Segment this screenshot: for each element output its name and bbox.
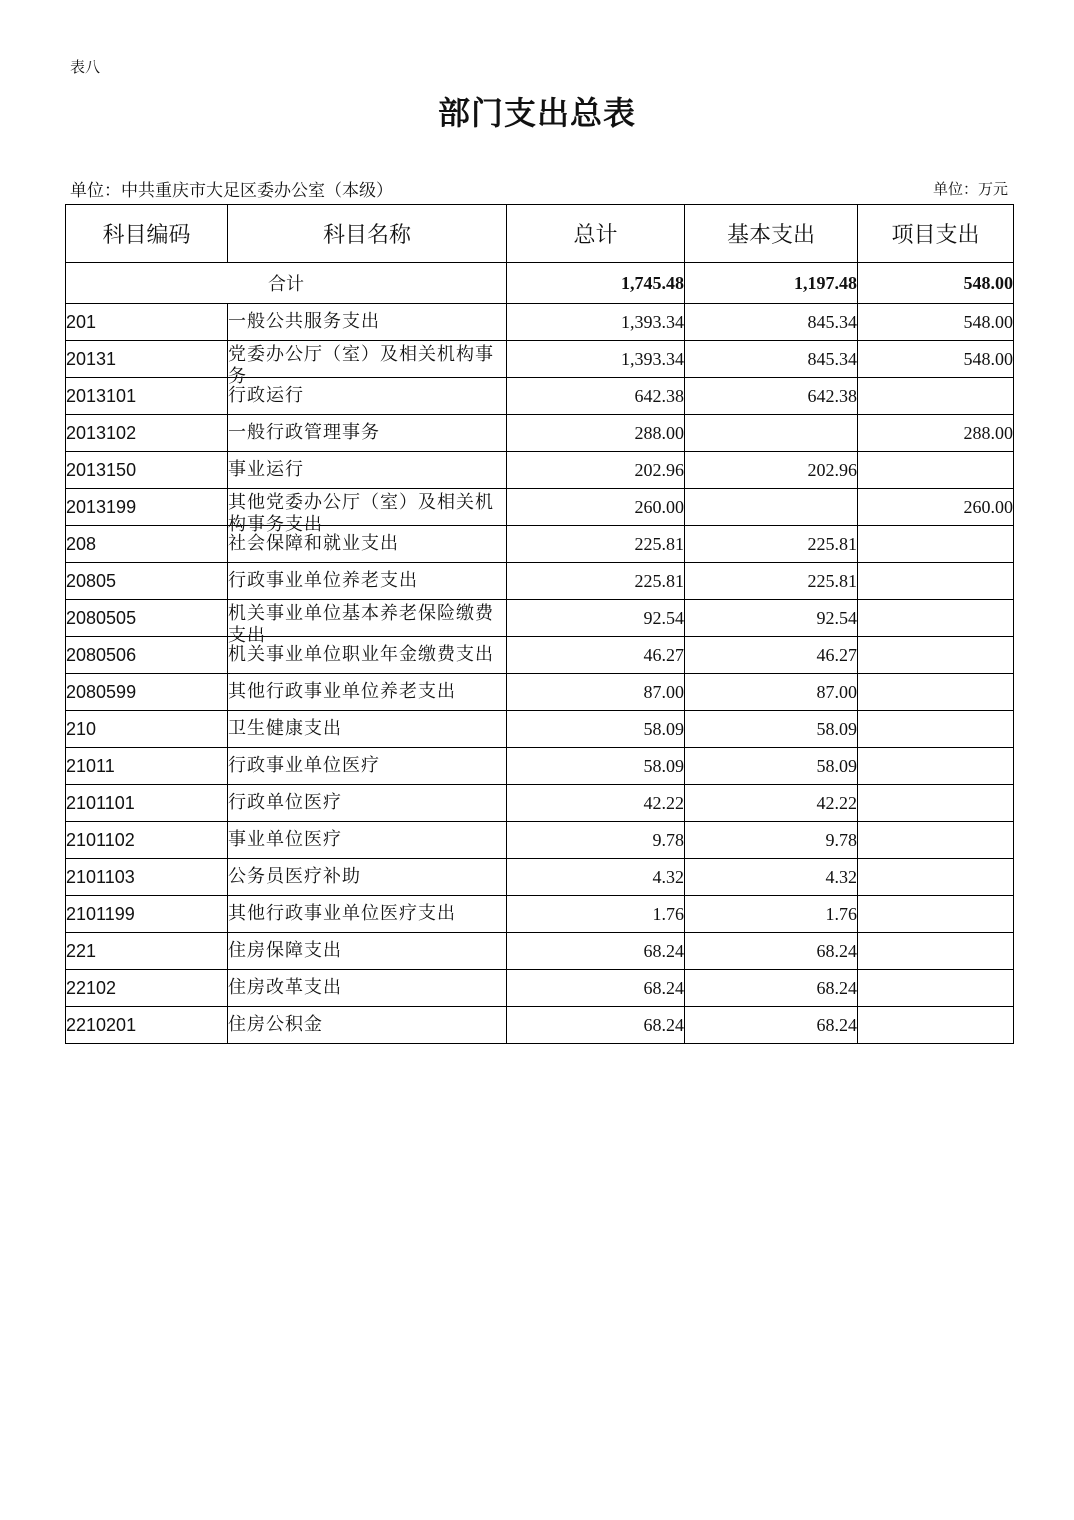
cell-project <box>858 526 1014 563</box>
cell-name-wrap <box>228 1007 507 1044</box>
cell-name: 其他行政事业单位医疗支出 <box>228 903 456 924</box>
page-title: 部门支出总表 <box>437 94 636 132</box>
cell-project <box>858 748 1014 785</box>
header-code: 科目编码 <box>66 205 228 263</box>
cell-name: 事业运行 <box>228 459 304 480</box>
cell-basic: 1.76 <box>685 896 858 933</box>
table-label: 表八 <box>70 58 101 76</box>
cell-name: 住房改革支出 <box>228 977 342 998</box>
header-row <box>66 205 1014 263</box>
cell-name-wrap <box>228 859 507 896</box>
cell-basic <box>685 489 858 526</box>
cell-name: 住房保障支出 <box>228 940 342 961</box>
header-total: 总计 <box>507 205 685 263</box>
cell-total: 87.00 <box>507 674 685 711</box>
cell-code: 2210201 <box>66 1007 228 1044</box>
cell-code: 20131 <box>66 341 228 378</box>
cell-code: 2080599 <box>66 674 228 711</box>
cell-total: 92.54 <box>507 600 685 637</box>
table-row <box>66 711 1014 748</box>
cell-project <box>858 822 1014 859</box>
cell-name-wrap <box>228 896 507 933</box>
table-row <box>66 378 1014 415</box>
cell-project <box>858 859 1014 896</box>
cell-code: 221 <box>66 933 228 970</box>
cell-name-wrap <box>228 785 507 822</box>
cell-name-wrap <box>228 933 507 970</box>
cell-name: 党委办公厅（室）及相关机构事务 <box>228 344 494 387</box>
cell-basic: 845.34 <box>685 304 858 341</box>
table-row <box>66 822 1014 859</box>
cell-code: 21011 <box>66 748 228 785</box>
header-basic: 基本支出 <box>685 205 858 263</box>
total-project: 548.00 <box>858 263 1014 304</box>
cell-basic: 68.24 <box>685 1007 858 1044</box>
cell-code: 2013150 <box>66 452 228 489</box>
cell-name-wrap <box>228 637 507 674</box>
cell-project <box>858 600 1014 637</box>
table-row <box>66 304 1014 341</box>
cell-basic: 225.81 <box>685 526 858 563</box>
cell-code: 2101199 <box>66 896 228 933</box>
cell-total: 68.24 <box>507 1007 685 1044</box>
cell-basic: 92.54 <box>685 600 858 637</box>
cell-code: 2013102 <box>66 415 228 452</box>
cell-project <box>858 896 1014 933</box>
cell-total: 288.00 <box>507 415 685 452</box>
cell-code: 208 <box>66 526 228 563</box>
table-row <box>66 896 1014 933</box>
table-row <box>66 859 1014 896</box>
cell-code: 2101101 <box>66 785 228 822</box>
cell-basic: 58.09 <box>685 711 858 748</box>
cell-project <box>858 378 1014 415</box>
cell-basic: 58.09 <box>685 748 858 785</box>
cell-project <box>858 674 1014 711</box>
table-row <box>66 600 1014 637</box>
cell-name: 社会保障和就业支出 <box>228 533 399 554</box>
cell-code: 210 <box>66 711 228 748</box>
cell-code: 2013199 <box>66 489 228 526</box>
cell-project: 548.00 <box>858 304 1014 341</box>
unit-organization: 单位：中共重庆市大足区委办公室（本级） <box>70 181 393 201</box>
cell-name-wrap <box>228 970 507 1007</box>
table-row <box>66 674 1014 711</box>
cell-name: 其他党委办公厅（室）及相关机构事务支出 <box>228 492 494 535</box>
cell-name: 一般公共服务支出 <box>228 311 380 332</box>
cell-total: 9.78 <box>507 822 685 859</box>
cell-project: 260.00 <box>858 489 1014 526</box>
cell-basic: 642.38 <box>685 378 858 415</box>
cell-total: 202.96 <box>507 452 685 489</box>
cell-project <box>858 711 1014 748</box>
cell-name-wrap <box>228 711 507 748</box>
cell-code: 2080505 <box>66 600 228 637</box>
cell-total: 1,393.34 <box>507 341 685 378</box>
total-row <box>66 263 1014 304</box>
cell-name-wrap <box>228 748 507 785</box>
cell-basic: 9.78 <box>685 822 858 859</box>
cell-name: 机关事业单位基本养老保险缴费支出 <box>228 603 494 646</box>
cell-name: 其他行政事业单位养老支出 <box>228 681 456 702</box>
table-row <box>66 526 1014 563</box>
cell-basic: 4.32 <box>685 859 858 896</box>
cell-total: 46.27 <box>507 637 685 674</box>
cell-name: 机关事业单位职业年金缴费支出 <box>228 644 494 665</box>
total-sum: 1,745.48 <box>507 263 685 304</box>
cell-basic: 42.22 <box>685 785 858 822</box>
header-project: 项目支出 <box>858 205 1014 263</box>
cell-basic: 87.00 <box>685 674 858 711</box>
table-row <box>66 563 1014 600</box>
cell-total: 4.32 <box>507 859 685 896</box>
expenditure-table <box>65 204 1014 1044</box>
total-basic: 1,197.48 <box>685 263 858 304</box>
cell-basic <box>685 415 858 452</box>
table-row <box>66 637 1014 674</box>
table-row <box>66 748 1014 785</box>
cell-code: 2101103 <box>66 859 228 896</box>
cell-total: 68.24 <box>507 933 685 970</box>
cell-project <box>858 970 1014 1007</box>
table-row <box>66 452 1014 489</box>
total-label: 合计 <box>66 263 507 304</box>
cell-total: 68.24 <box>507 970 685 1007</box>
cell-code: 2101102 <box>66 822 228 859</box>
cell-code: 2080506 <box>66 637 228 674</box>
cell-total: 58.09 <box>507 748 685 785</box>
cell-project <box>858 452 1014 489</box>
cell-code: 2013101 <box>66 378 228 415</box>
cell-total: 1,393.34 <box>507 304 685 341</box>
cell-name: 行政事业单位医疗 <box>228 755 380 776</box>
cell-name: 一般行政管理事务 <box>228 422 380 443</box>
cell-name: 行政事业单位养老支出 <box>228 570 418 591</box>
table-row <box>66 785 1014 822</box>
cell-basic: 68.24 <box>685 933 858 970</box>
cell-name-wrap <box>228 452 507 489</box>
cell-code: 20805 <box>66 563 228 600</box>
cell-basic: 225.81 <box>685 563 858 600</box>
table-row <box>66 341 1014 378</box>
table-row <box>66 489 1014 526</box>
cell-name-wrap <box>228 304 507 341</box>
cell-project <box>858 563 1014 600</box>
cell-name-wrap <box>228 822 507 859</box>
cell-total: 42.22 <box>507 785 685 822</box>
cell-total: 225.81 <box>507 563 685 600</box>
cell-code: 201 <box>66 304 228 341</box>
cell-basic: 46.27 <box>685 637 858 674</box>
unit-currency: 单位：万元 <box>932 180 1008 198</box>
cell-total: 225.81 <box>507 526 685 563</box>
cell-name-wrap <box>228 674 507 711</box>
cell-name: 公务员医疗补助 <box>228 866 361 887</box>
cell-project <box>858 785 1014 822</box>
cell-name-wrap <box>228 341 507 387</box>
cell-project: 288.00 <box>858 415 1014 452</box>
cell-name: 事业单位医疗 <box>228 829 342 850</box>
table-row <box>66 415 1014 452</box>
cell-project <box>858 637 1014 674</box>
cell-total: 642.38 <box>507 378 685 415</box>
cell-project <box>858 933 1014 970</box>
cell-project: 548.00 <box>858 341 1014 378</box>
cell-basic: 202.96 <box>685 452 858 489</box>
cell-basic: 845.34 <box>685 341 858 378</box>
cell-name-wrap <box>228 378 507 415</box>
cell-name: 行政运行 <box>228 385 304 406</box>
cell-basic: 68.24 <box>685 970 858 1007</box>
cell-code: 22102 <box>66 970 228 1007</box>
cell-total: 58.09 <box>507 711 685 748</box>
cell-total: 1.76 <box>507 896 685 933</box>
cell-name-wrap <box>228 600 507 646</box>
table-row <box>66 1007 1014 1044</box>
cell-name: 卫生健康支出 <box>228 718 342 739</box>
cell-name: 住房公积金 <box>228 1014 323 1035</box>
table-row <box>66 933 1014 970</box>
cell-name-wrap <box>228 415 507 452</box>
cell-name-wrap <box>228 563 507 600</box>
header-name: 科目名称 <box>228 205 507 263</box>
table-row <box>66 970 1014 1007</box>
cell-project <box>858 1007 1014 1044</box>
cell-name-wrap <box>228 489 507 535</box>
cell-total: 260.00 <box>507 489 685 526</box>
cell-name: 行政单位医疗 <box>228 792 342 813</box>
